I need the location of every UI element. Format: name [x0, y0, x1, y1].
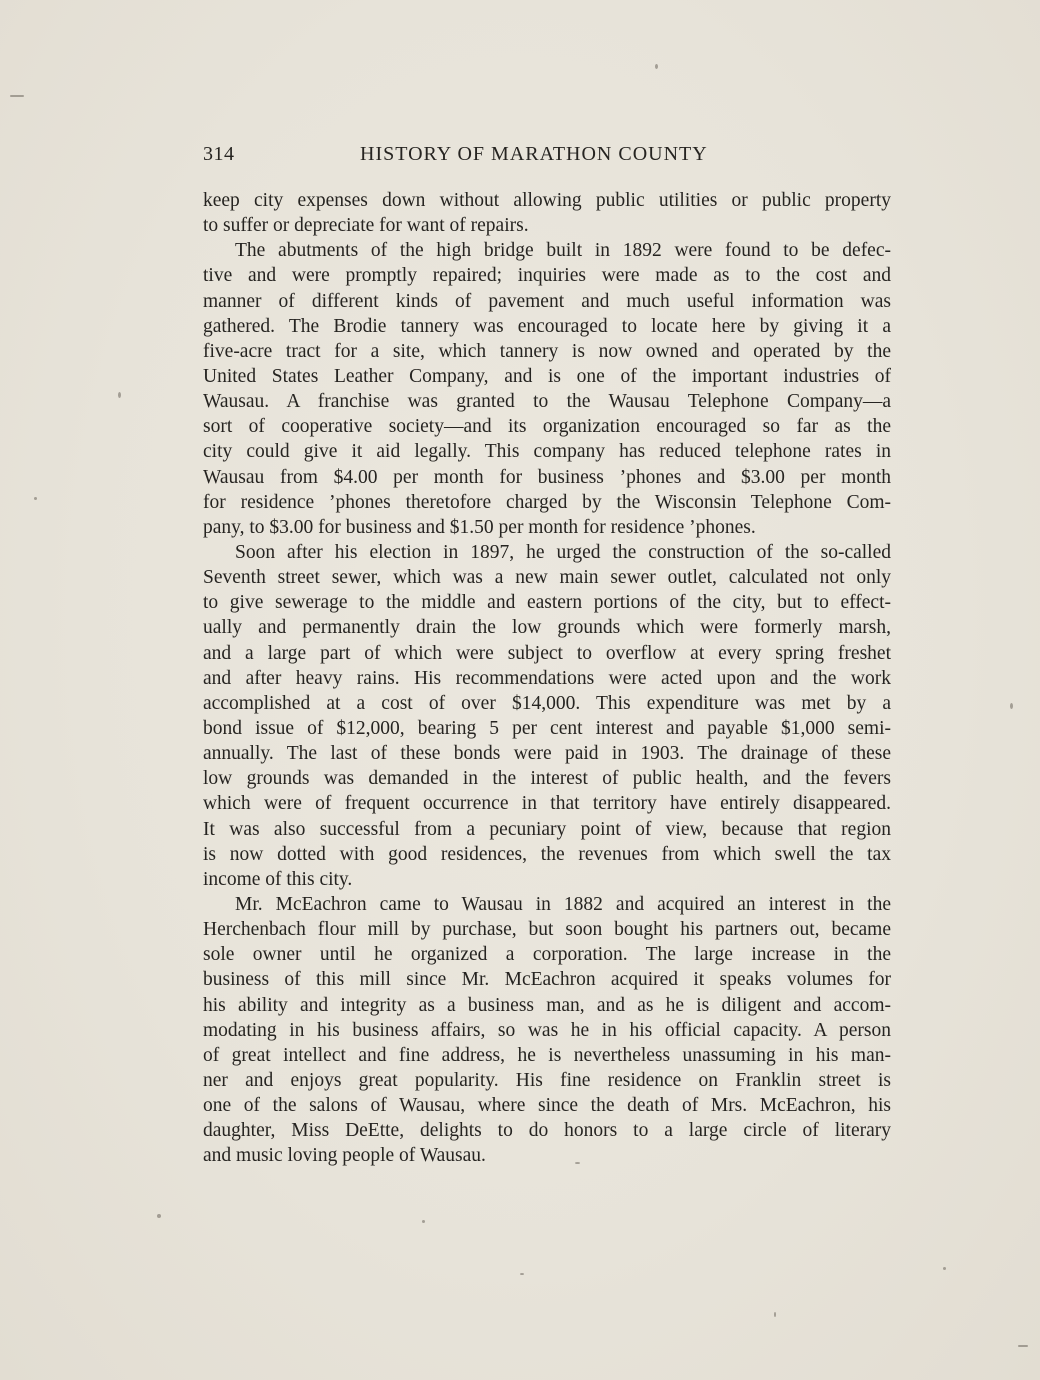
paper-speck — [575, 1162, 580, 1164]
text-line: Wausau from $4.00 per month for business ’phones and $3.00 per month — [203, 466, 891, 488]
paper-speck — [520, 1273, 524, 1275]
text-line: Mr. McEachron came to Wausau in 1882 and acquired an interest in the — [235, 893, 891, 915]
paper-speck — [422, 1220, 425, 1223]
text-line: Herchenbach flour mill by purchase, but soon bought his partners out, became — [203, 919, 891, 941]
paper-speck — [10, 95, 24, 97]
paper-speck — [655, 64, 658, 69]
text-line: It was also successful from a pecuniary point of view, because that region — [203, 818, 891, 840]
text-line: United States Leather Company, and is one of the important industries of — [203, 365, 891, 387]
text-line: low grounds was demanded in the interest of public health, and the fevers — [203, 768, 891, 790]
text-line: accomplished at a cost of over $14,000. This expenditure was met by a — [203, 692, 891, 714]
paper-speck — [1018, 1345, 1028, 1347]
text-line: of great intellect and fine address, he is nevertheless unassuming in his man- — [203, 1044, 891, 1066]
text-line: and after heavy rains. His recommendations were acted upon and the work — [203, 667, 891, 689]
text-line: annually. The last of these bonds were paid in 1903. The drainage of these — [203, 743, 891, 765]
text-line: business of this mill since Mr. McEachron acquired it speaks volumes for — [203, 969, 891, 991]
running-head: HISTORY OF MARATHON COUNTY — [360, 143, 708, 165]
page-header — [203, 143, 893, 173]
text-line: for residence ’phones theretofore charged by the Wisconsin Telephone Com- — [203, 491, 891, 513]
text-line: city could give it aid legally. This company has reduced telephone rates in — [203, 441, 891, 463]
text-line: which were of frequent occurrence in that territory have entirely disappeared. — [203, 793, 891, 815]
paper-speck — [943, 1267, 946, 1270]
text-line: ually and permanently drain the low grounds which were formerly marsh, — [203, 617, 891, 639]
text-line: and a large part of which were subject to overflow at every spring freshet — [203, 642, 891, 664]
text-line: sole owner until he organized a corporation. The large increase in the — [203, 944, 891, 966]
text-line: five-acre tract for a site, which tannery is now owned and operated by the — [203, 340, 891, 362]
text-line: Soon after his election in 1897, he urged the construction of the so-called — [235, 541, 891, 563]
text-line: his ability and integrity as a business man, and as he is diligent and accom- — [203, 994, 891, 1016]
page-number: 314 — [203, 143, 235, 165]
text-line: gathered. The Brodie tannery was encouraged to locate here by giving it a — [203, 315, 891, 337]
paper-speck — [1010, 703, 1013, 709]
text-line: Wausau. A franchise was granted to the Wausau Telephone Company—a — [203, 391, 891, 413]
text-line: is now dotted with good residences, the revenues from which swell the tax — [203, 843, 891, 865]
text-line: daughter, Miss DeEtte, delights to do honors to a large circle of literary — [203, 1120, 891, 1142]
text-line: The abutments of the high bridge built in 1892 were found to be defec- — [235, 240, 891, 262]
text-line: to suffer or depreciate for want of repairs. — [203, 215, 529, 237]
text-line: modating in his business affairs, so was he in his official capacity. A person — [203, 1019, 891, 1041]
paper-speck — [34, 497, 37, 500]
text-line: to give sewerage to the middle and eastern portions of the city, but to effect- — [203, 592, 891, 614]
text-line: manner of different kinds of pavement and much useful information was — [203, 290, 891, 312]
paper-speck — [774, 1312, 776, 1317]
text-line: bond issue of $12,000, bearing 5 per cent interest and payable $1,000 semi- — [203, 717, 891, 739]
text-line: ner and enjoys great popularity. His fine residence on Franklin street is — [203, 1069, 891, 1091]
text-line: one of the salons of Wausau, where since the death of Mrs. McEachron, his — [203, 1095, 891, 1117]
text-line: tive and were promptly repaired; inquiries were made as to the cost and — [203, 265, 891, 287]
text-line: sort of cooperative society—and its organization encouraged so far as the — [203, 416, 891, 438]
text-line: Seventh street sewer, which was a new main sewer outlet, calculated not only — [203, 567, 891, 589]
text-line: income of this city. — [203, 868, 353, 890]
paper-speck — [118, 392, 121, 398]
text-line: and music loving people of Wausau. — [203, 1145, 486, 1167]
body-text — [203, 188, 891, 1168]
text-line: keep city expenses down without allowing public utilities or public property — [203, 190, 891, 211]
paper-speck — [157, 1214, 161, 1218]
text-line: pany, to $3.00 for business and $1.50 per month for residence ’phones. — [203, 516, 756, 538]
